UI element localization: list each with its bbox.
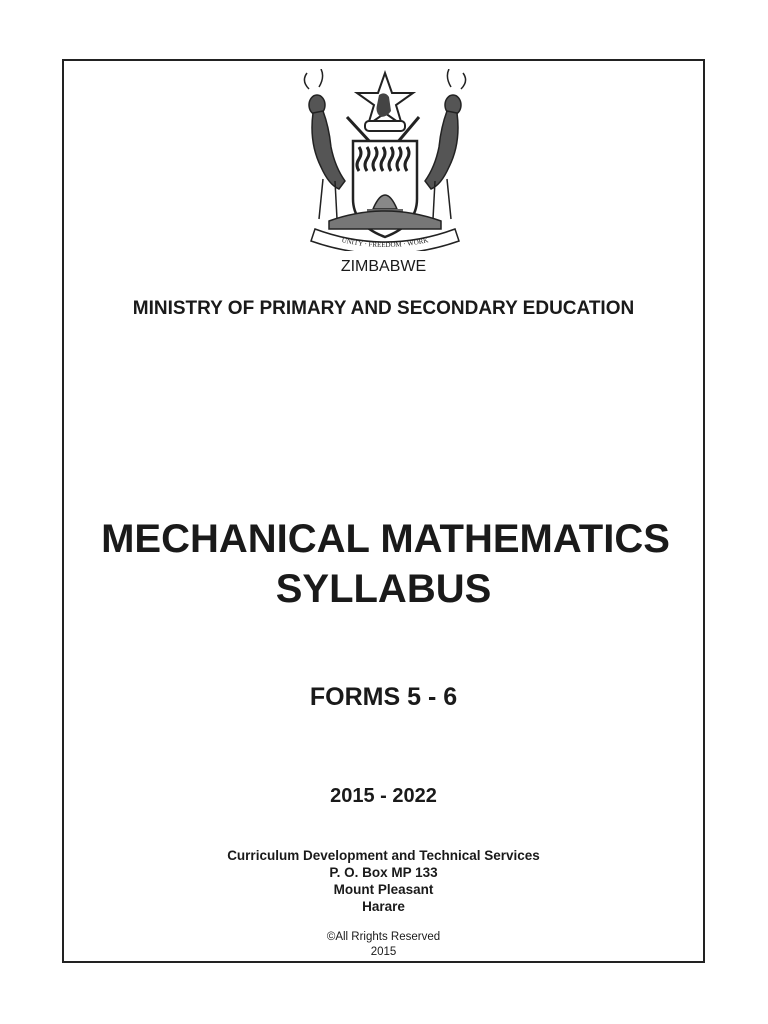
forms-level: FORMS 5 - 6 [309, 683, 458, 711]
kudu-left-shape [304, 69, 345, 219]
motto-text: UNITY · FREEDOM · WORK [340, 236, 430, 250]
country-name: ZIMBABWE [340, 258, 427, 275]
syllabus-title-line-2: SYLLABUS [275, 567, 492, 611]
kudu-right-shape [425, 69, 466, 219]
page-border [62, 59, 705, 963]
publisher-address [64, 847, 703, 915]
publisher-city: Harare [362, 899, 405, 914]
copyright-year: 2015 [370, 946, 397, 958]
syllabus-title-line-1: MECHANICAL MATHEMATICS [101, 517, 670, 561]
copyright-notice [64, 930, 703, 960]
validity-years: 2015 - 2022 [330, 785, 437, 807]
ministry-name: MINISTRY OF PRIMARY AND SECONDARY EDUCATION [132, 298, 635, 319]
coat-of-arms-emblem [279, 69, 491, 251]
publisher-name: Curriculum Development and Technical Services [227, 848, 540, 863]
copyright-text: ©All Rrights Reserved [326, 931, 441, 943]
bird-shape [377, 93, 392, 117]
publisher-area: Mount Pleasant [333, 882, 434, 897]
publisher-po-box: P. O. Box MP 133 [329, 865, 438, 880]
